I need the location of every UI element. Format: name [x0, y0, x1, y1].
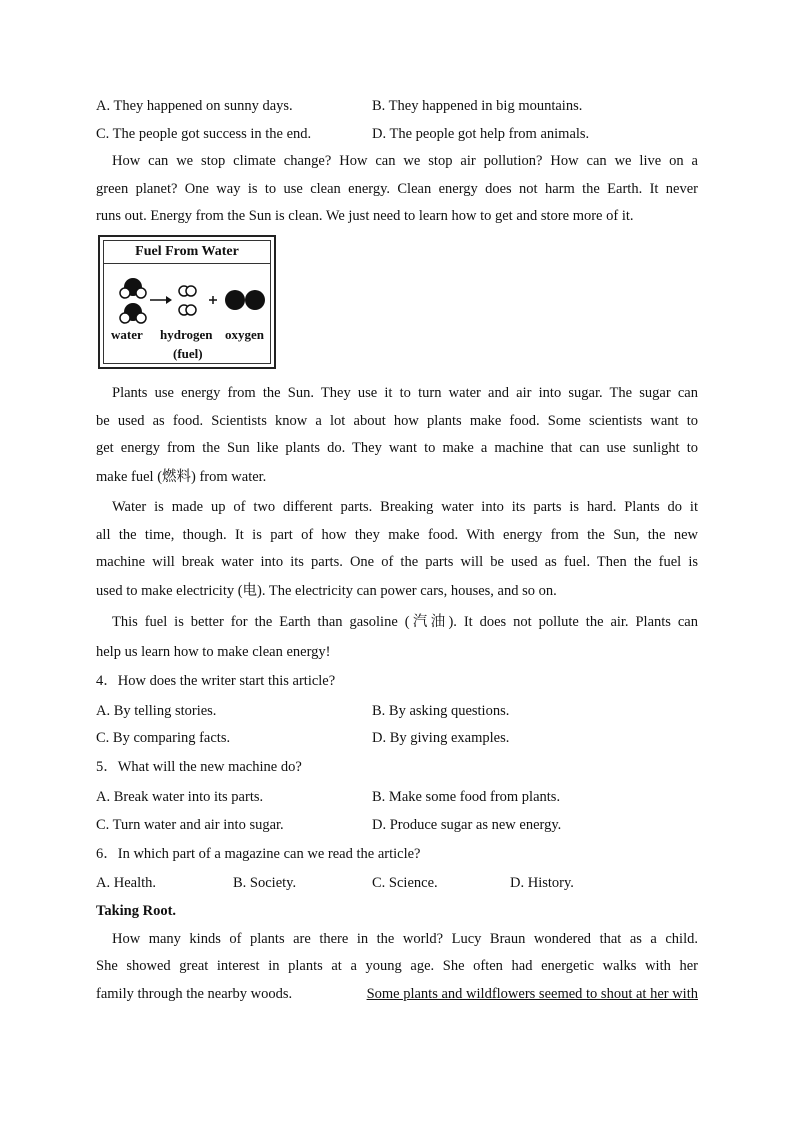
- question-6-stem: 6．In which part of a magazine can we read the article?: [96, 846, 421, 862]
- section2-line3: [96, 985, 698, 1003]
- q6-option-d: D. History.: [510, 875, 574, 891]
- fuel-label: (fuel): [173, 346, 203, 361]
- q4-option-b: B. By asking questions.: [372, 703, 510, 719]
- q3-option-d: D. The people got help from animals.: [372, 126, 590, 142]
- plus-icon: [209, 296, 217, 304]
- section2-line3-text: family through the nearby woods.: [96, 986, 293, 1002]
- water-label: water: [111, 327, 143, 342]
- fuel-from-water-figure: [98, 235, 276, 369]
- figure-title: Fuel From Water: [104, 243, 270, 264]
- q5-option-b: B. Make some food from plants.: [372, 789, 561, 805]
- passage-p2-line2: be used as food. Scientists know a lot about how plants make food. Some scientists want to: [96, 413, 698, 429]
- section2-line2: She showed great interest in plants at a young age. She often had energetic walks with her: [96, 958, 698, 974]
- section-title: Taking Root.: [96, 903, 177, 919]
- q4-option-c: C. By comparing facts.: [96, 730, 231, 746]
- q3-option-c: C. The people got success in the end.: [96, 126, 312, 142]
- oxygen-molecule-icon: [225, 290, 265, 310]
- hydrogen-label: hydrogen: [160, 327, 213, 342]
- q6-option-c: C. Science.: [372, 875, 438, 891]
- passage-p1-line2: green planet? One way is to use clean energy. Clean energy does not harm the Earth. It never: [96, 181, 698, 197]
- oxygen-label: oxygen: [225, 327, 264, 342]
- passage-p2-line1: Plants use energy from the Sun. They use it to turn water and air into sugar. The sugar can: [112, 385, 698, 401]
- underlined-sentence: Some plants and wildflowers seemed to shout at her with: [366, 986, 698, 1002]
- passage-p4-line2: help us learn how to make clean energy!: [96, 644, 331, 660]
- passage-p3-line1: Water is made up of two different parts. Breaking water into its parts is hard. Plants do it: [112, 499, 698, 515]
- passage-p4-line1: This fuel is better for the Earth than gasoline (汽油). It does not pollute the air. Plants can: [112, 614, 698, 630]
- water-molecule-icon: [120, 303, 146, 323]
- passage-p3-line2: all the time, though. It is part of how they make food. With energy from the Sun, the new: [96, 527, 698, 543]
- q6-option-b: B. Society.: [233, 875, 297, 891]
- q3-option-b: B. They happened in big mountains.: [372, 98, 583, 114]
- q5-option-a: A. Break water into its parts.: [96, 789, 264, 805]
- passage-p3-line4: used to make electricity (电). The electricity can power cars, houses, and so on.: [96, 583, 557, 599]
- hydrogen-molecule-icon: [179, 286, 196, 296]
- passage-p2-line3: get energy from the Sun like plants do. They want to make a machine that can use sunlight to: [96, 440, 698, 456]
- q4-option-d: D. By giving examples.: [372, 730, 510, 746]
- hydrogen-molecule-icon: [179, 305, 196, 315]
- water-molecule-icon: [120, 278, 146, 298]
- q5-option-c: C. Turn water and air into sugar.: [96, 817, 284, 833]
- arrow-right-icon: [150, 296, 172, 304]
- passage-p1-line3: runs out. Energy from the Sun is clean. We just need to learn how to get and store more of it.: [96, 208, 634, 224]
- section2-line1: How many kinds of plants are there in the world? Lucy Braun wondered that as a child.: [112, 931, 698, 947]
- passage-p2-line4: make fuel (燃料) from water.: [96, 469, 267, 485]
- passage-p3-line3: machine will break water into its parts. One of the parts will be used as fuel. Then the fuel is: [96, 554, 698, 570]
- q5-option-d: D. Produce sugar as new energy.: [372, 817, 562, 833]
- passage-p1-line1: How can we stop climate change? How can we stop air pollution? How can we live on a: [112, 153, 698, 169]
- q3-option-a: A. They happened on sunny days.: [96, 98, 293, 114]
- q6-option-a: A. Health.: [96, 875, 156, 891]
- question-5-stem: 5．What will the new machine do?: [96, 759, 302, 775]
- question-4-stem: 4．How does the writer start this article?: [96, 673, 336, 689]
- q4-option-a: A. By telling stories.: [96, 703, 217, 719]
